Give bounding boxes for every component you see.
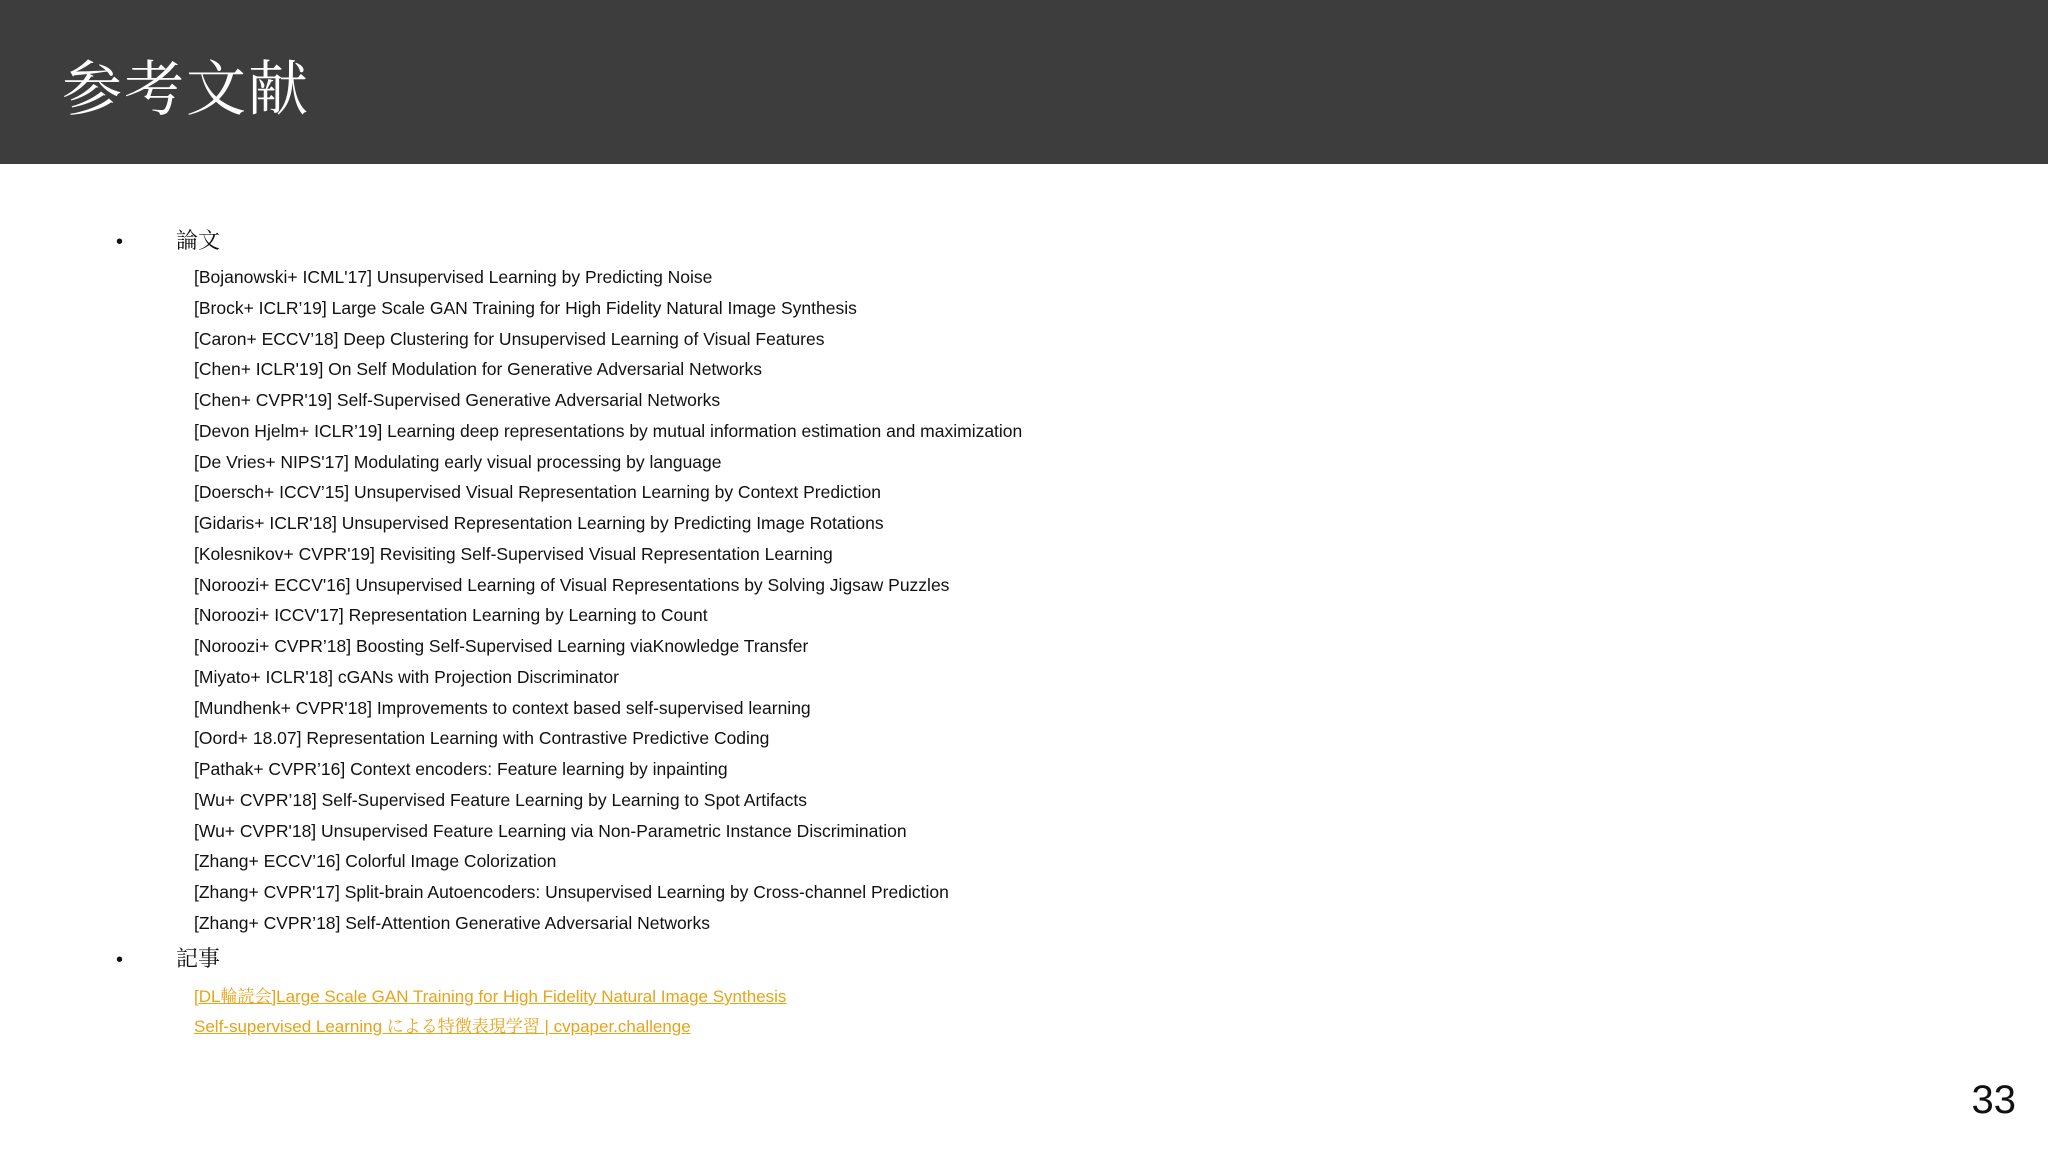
articles-heading: 記事 (176, 947, 221, 972)
paper-item: [De Vries+ NIPS'17] Modulating early visual processing by language (194, 451, 722, 472)
article-item (194, 982, 786, 1012)
paper-item: [Oord+ 18.07] Representation Learning with Contrastive Predictive Coding (194, 728, 770, 749)
article-link-dl-rinkokai[interactable]: [DL輪読会]Large Scale GAN Training for High Fidelity Natural Image Synthesis (194, 987, 787, 1006)
article-item (194, 1012, 786, 1042)
article-link-cvpaper[interactable]: Self-supervised Learning による特徴表現学習 | cvpaper.challenge (194, 1017, 691, 1036)
paper-item: [Bojanowski+ ICML'17] Unsupervised Learning by Predicting Noise (194, 267, 713, 287)
paper-list (194, 262, 1022, 939)
paper-item: [Noroozi+ ICCV'17] Representation Learning by Learning to Count (194, 605, 708, 626)
paper-item: [Devon Hjelm+ ICLR’19] Learning deep representations by mutual information estimation and maximization (194, 420, 1023, 441)
paper-item: [Wu+ CVPR'18] Unsupervised Feature Learning via Non-Parametric Instance Discrimination (194, 820, 907, 841)
paper-item: [Chen+ ICLR'19] On Self Modulation for Generative Adversarial Networks (194, 359, 762, 380)
paper-item: [Gidaris+ ICLR'18] Unsupervised Representation Learning by Predicting Image Rotations (194, 513, 884, 533)
paper-item: [Brock+ ICLR’19] Large Scale GAN Training for High Fidelity Natural Image Synthesis (194, 297, 857, 318)
paper-item: [Kolesnikov+ CVPR'19] Revisiting Self-Supervised Visual Representation Learning (194, 543, 833, 564)
paper-item: [Zhang+ ECCV’16] Colorful Image Colorization (194, 851, 557, 872)
paper-item: [Chen+ CVPR'19] Self-Supervised Generative Adversarial Networks (194, 390, 721, 410)
papers-bullet: • (116, 231, 124, 253)
title-bar (0, 0, 2048, 164)
slide-title: 参考文献 (62, 55, 310, 125)
articles-bullet: • (116, 949, 124, 971)
paper-item: [Pathak+ CVPR’16] Context encoders: Feature learning by inpainting (194, 759, 728, 779)
paper-item: [Wu+ CVPR’18] Self-Supervised Feature Learning by Learning to Spot Artifacts (194, 789, 807, 810)
paper-item: [Caron+ ECCV’18] Deep Clustering for Unsupervised Learning of Visual Features (194, 328, 825, 349)
paper-item: [Zhang+ CVPR'17] Split-brain Autoencoders: Unsupervised Learning by Cross-channel Prediction (194, 882, 949, 902)
paper-item: [Zhang+ CVPR’18] Self-Attention Generative Adversarial Networks (194, 912, 711, 933)
article-link-list (194, 982, 786, 1042)
papers-heading: 論文 (176, 229, 221, 254)
paper-item: [Doersch+ ICCV’15] Unsupervised Visual Representation Learning by Context Prediction (194, 482, 881, 503)
paper-item: [Miyato+ ICLR'18] cGANs with Projection Discriminator (194, 666, 619, 687)
paper-item: [Noroozi+ CVPR’18] Boosting Self-Supervised Learning viaKnowledge Transfer (194, 636, 809, 656)
page-number: 33 (1971, 1078, 2016, 1122)
paper-item: [Noroozi+ ECCV'16] Unsupervised Learning of Visual Representations by Solving Jigsaw Puzzles (194, 574, 950, 595)
paper-item: [Mundhenk+ CVPR'18] Improvements to context based self-supervised learning (194, 697, 811, 718)
